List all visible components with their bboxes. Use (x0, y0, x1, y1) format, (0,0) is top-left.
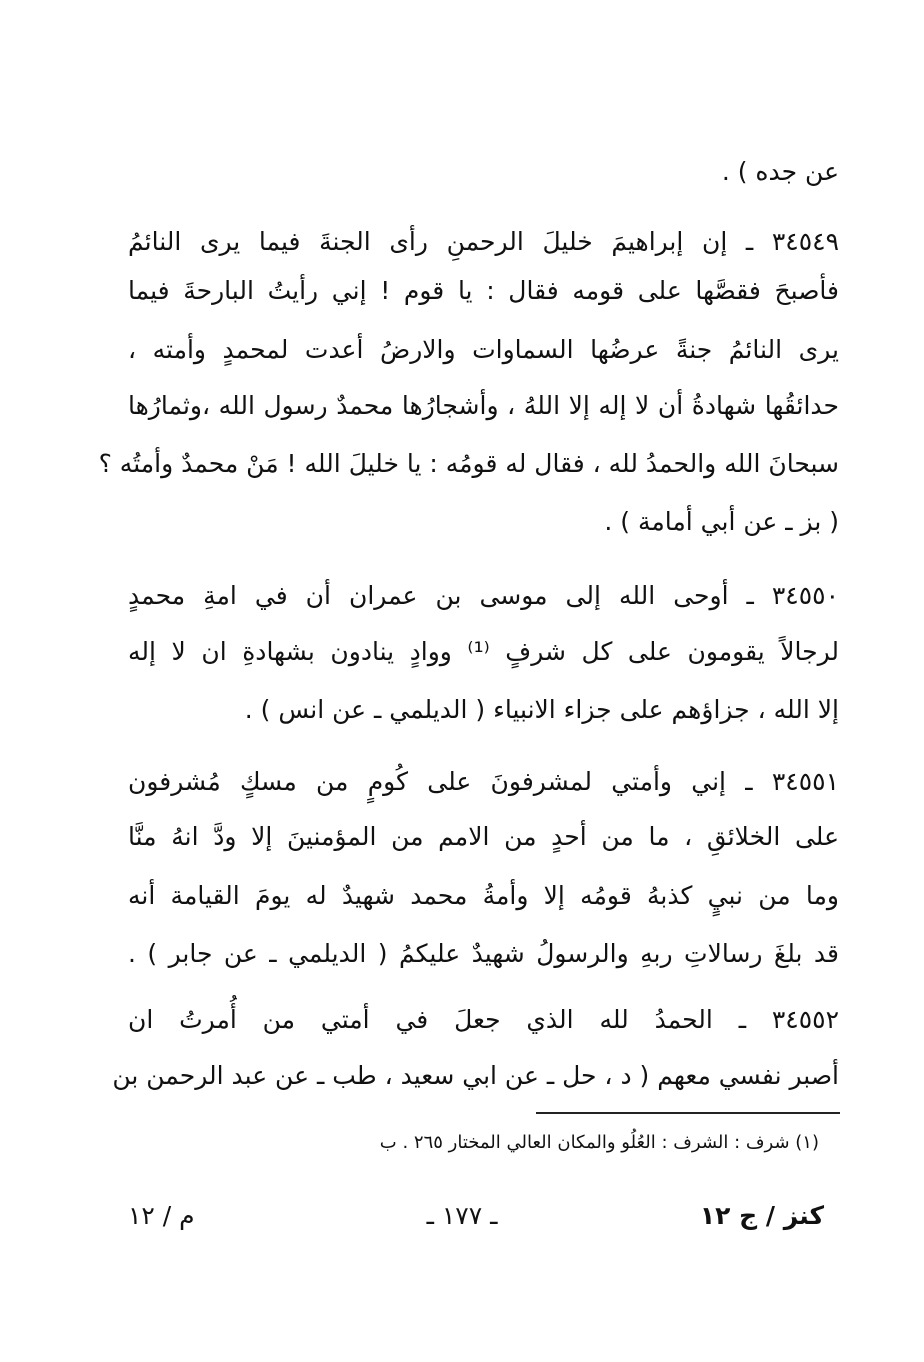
text-line-1: عن جده ) . (721, 157, 839, 186)
hadith-34549-source: ( بز ـ عن أبي أمامة ) . (604, 507, 839, 536)
hadith-34550-line-2: لرجالاً يقومون على كل شرفٍ ⁽¹⁾ ووادٍ ينادون بشهادةِ ان لا إله (128, 637, 839, 666)
hadith-34550-line-1: ٣٤٥٥٠ ـ أوحى الله إلى موسى بن عمران أن في امةِ محمدٍ (128, 581, 839, 610)
hadith-34549-line-3: يرى النائمُ جنةً عرضُها السماوات والارضُ أعدت لمحمدٍ وأمته ، (128, 335, 839, 364)
footnote-1: (١) شرف : الشرف : العُلُو والمكان العالي المختار ٢٦٥ . ب (379, 1132, 819, 1153)
hadith-34551-line-2: على الخلائقِ ، ما من أحدٍ من الامم من المؤمنينَ إلا ودَّ انهُ منَّا (128, 822, 839, 851)
hadith-34550-line-3: إلا الله ، جزاؤهم على جزاء الانبياء ( الديلمي ـ عن انس ) . (244, 695, 839, 724)
hadith-34549-line-2: فأصبحَ فقصَّها على قومه فقال : يا قوم ! إني رأيتُ البارحةَ فيما (128, 276, 839, 305)
hadith-34551-line-1: ٣٤٥٥١ ـ إني وأمتي لمشرفونَ على كُومٍ من مسكٍ مُشرفون (128, 767, 839, 796)
hadith-34549-line-1: ٣٤٥٤٩ ـ إن إبراهيمَ خليلَ الرحمنِ رأى الجنةَ فيما يرى النائمُ (128, 227, 839, 256)
hadith-34551-line-3: وما من نبيٍ كذبهُ قومُه إلا وأمةُ محمد شهيدٌ له يومَ القيامة أنه (128, 881, 839, 910)
footer-volume-label: كنز / ج ١٢ (699, 1201, 824, 1230)
hadith-34549-line-4: حدائقُها شهادةُ أن لا إله إلا اللهُ ، وأشجارُها محمدٌ رسول الله ،وثمارُها (128, 391, 839, 420)
footer-signature-mark: م / ١٢ (128, 1201, 195, 1230)
hadith-34552-line-2: أصبر نفسي معهم ( د ، حل ـ عن ابي سعيد ، طب ـ عن عبد الرحمن بن (112, 1061, 839, 1090)
hadith-34551-line-4: قد بلغَ رسالاتِ ربهِ والرسولُ شهيدٌ عليكمُ ( الديلمي ـ عن جابر ) . (128, 939, 839, 968)
hadith-34549-line-5: سبحانَ الله والحمدُ لله ، فقال له قومُه : يا خليلَ الله ! مَنْ محمدٌ وأمتُه ؟ (98, 449, 839, 478)
hadith-34552-line-1: ٣٤٥٥٢ ـ الحمدُ لله الذي جعلَ في أمتي من أُمرتُ ان (128, 1005, 839, 1034)
page-number: ـ ١٧٧ ـ (426, 1201, 498, 1230)
footnote-separator (536, 1112, 840, 1114)
